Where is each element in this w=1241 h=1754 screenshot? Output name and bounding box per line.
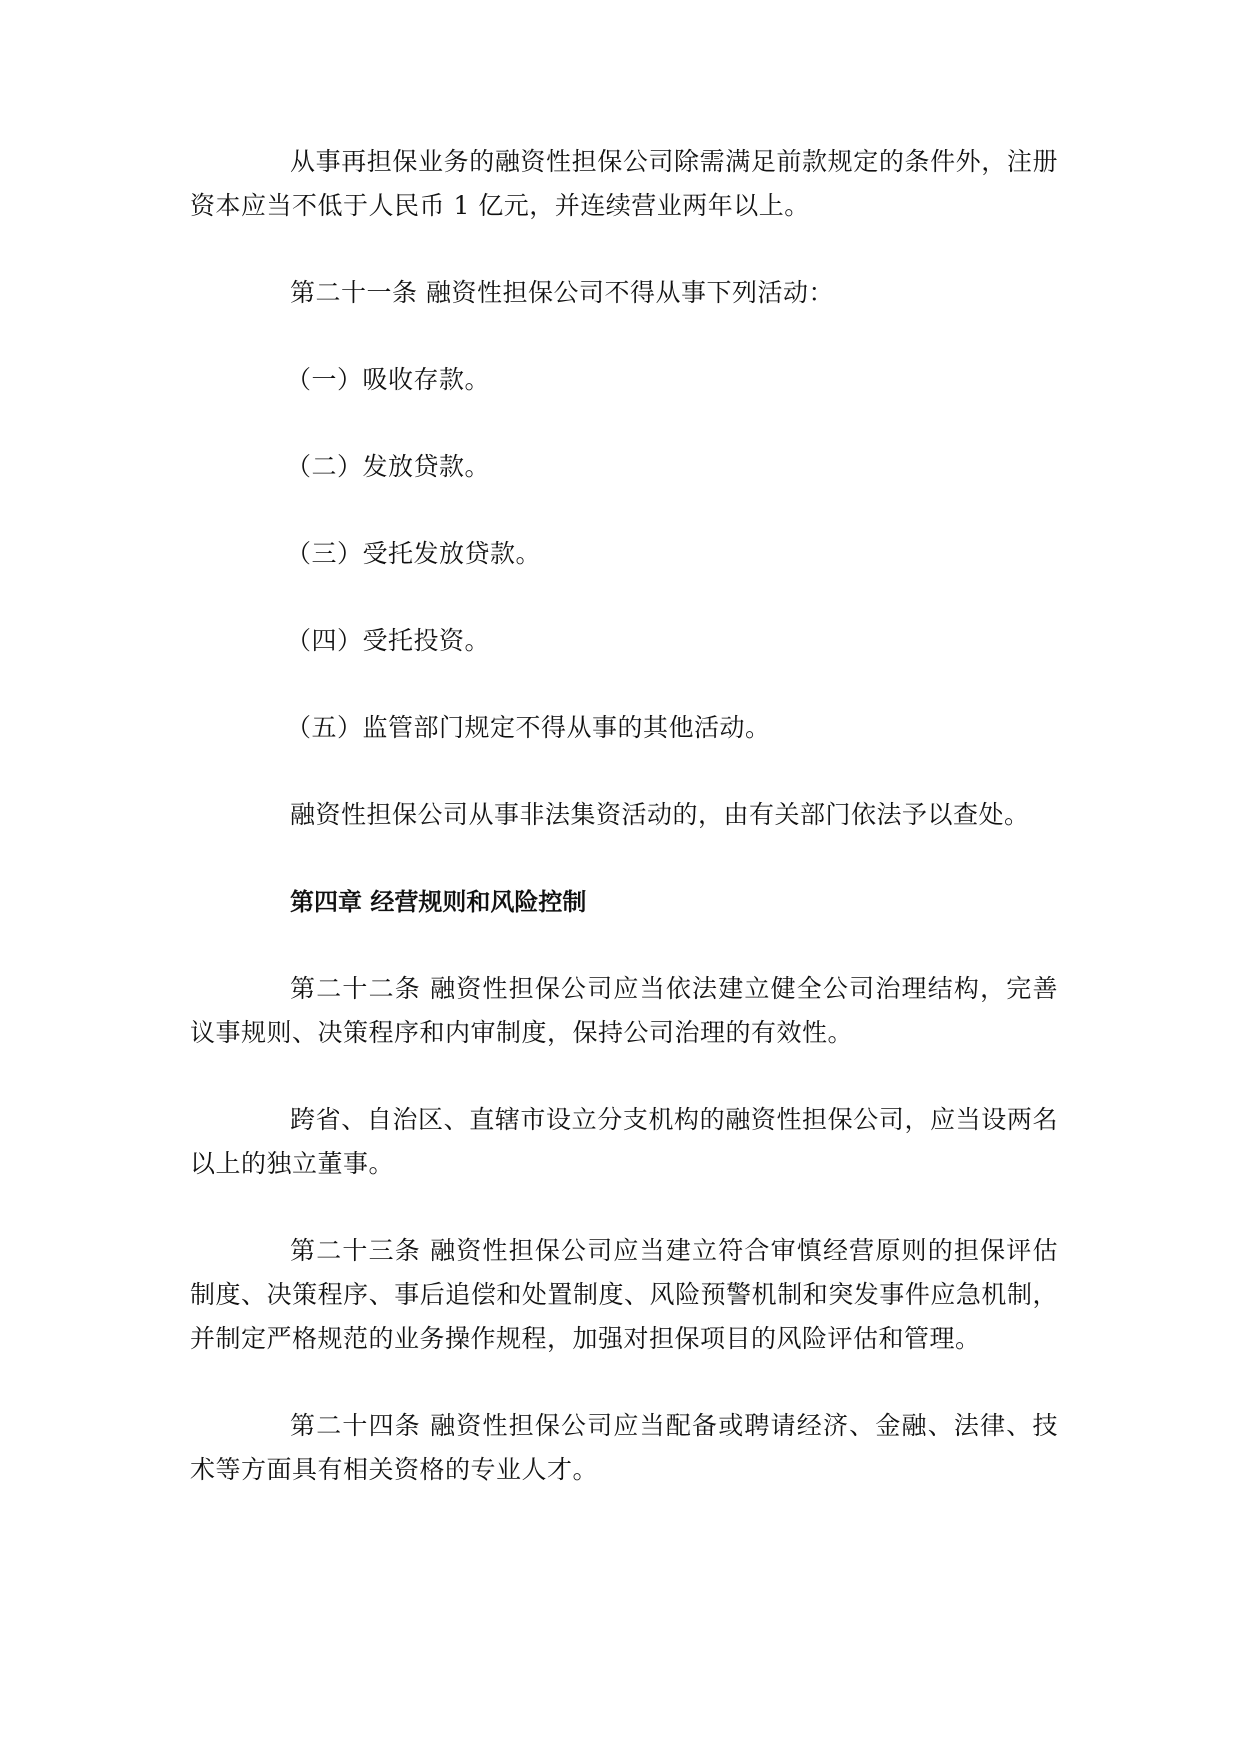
chapter-4-heading: 第四章 经营规则和风险控制 [290,888,587,916]
paragraph-independent-directors: 跨省、自治区、直辖市设立分支机构的融资性担保公司，应当设两名以上的独立董事。 [190,1105,1058,1178]
article-22: 第二十二条 融资性担保公司应当依法建立健全公司治理结构，完善议事规则、决策程序和内审制度，保持公司治理的有效性。 [190,974,1058,1047]
paragraph-reguarantee-capital: 从事再担保业务的融资性担保公司除需满足前款规定的条件外，注册资本应当不低于人民币 1 亿元，并连续营业两年以上。 [190,147,1058,220]
list-item-3: （三）受托发放贷款。 [286,539,542,568]
list-item-2: （二）发放贷款。 [286,452,491,481]
article-24: 第二十四条 融资性担保公司应当配备或聘请经济、金融、法律、技术等方面具有相关资格的专业人才。 [190,1411,1058,1484]
article-21-intro: 第二十一条 融资性担保公司不得从事下列活动： [290,278,834,307]
list-item-5: （五）监管部门规定不得从事的其他活动。 [286,713,771,742]
paragraph-illegal-fundraising: 融资性担保公司从事非法集资活动的，由有关部门依法予以查处。 [290,800,1030,829]
document-page [190,140,1058,1535]
list-item-4: （四）受托投资。 [286,626,491,655]
list-item-1: （一）吸收存款。 [286,365,491,394]
article-23: 第二十三条 融资性担保公司应当建立符合审慎经营原则的担保评估制度、决策程序、事后追偿和处置制度、风险预警机制和突发事件应急机制，并制定严格规范的业务操作规程，加强对担保项目的风险评估和管理。 [190,1236,1058,1353]
